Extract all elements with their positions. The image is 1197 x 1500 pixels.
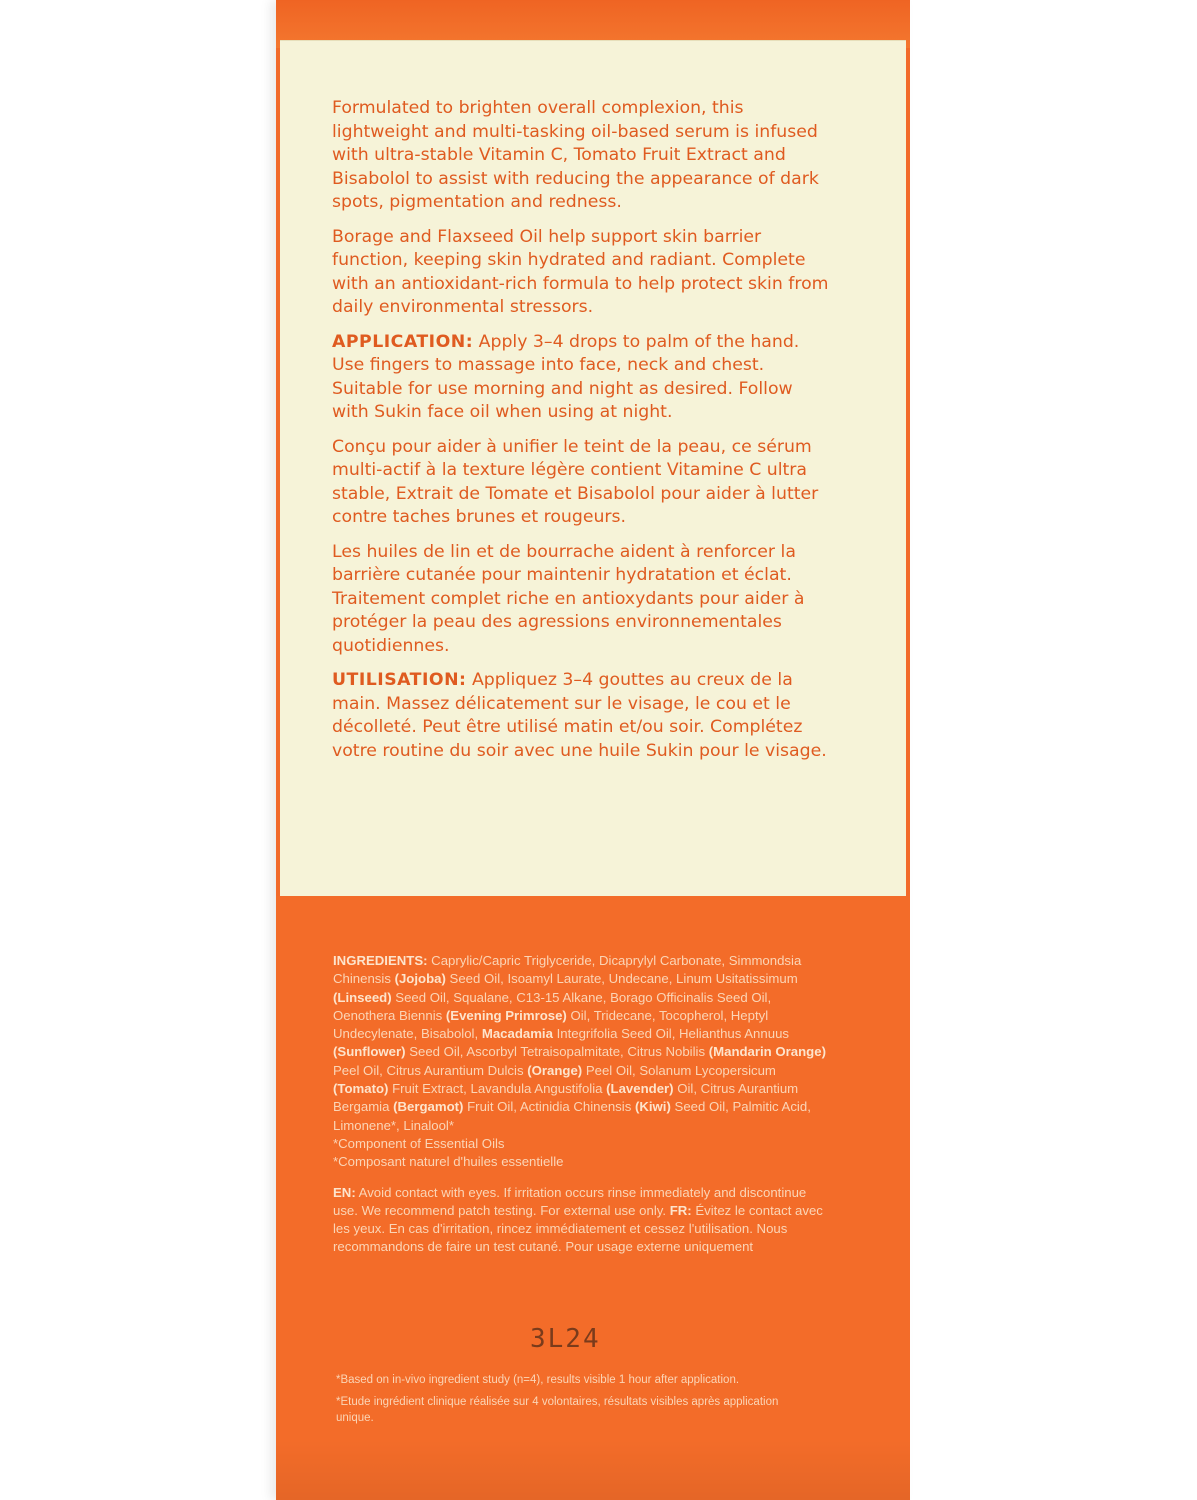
ingredient-text: Oil, Citrus Aurantium Bergamia [333,1081,799,1115]
ingredient-highlight: (Orange) [527,1062,583,1078]
ingredient-highlight: (Mandarin Orange) [708,1044,826,1060]
ingredient-highlight: Macadamia [481,1026,553,1042]
utilisation-label: UTILISATION: [332,670,467,690]
note-2: *Etude ingrédient clinique réalisée sur 4 volontaires, résultats visibles après application unique. [336,1396,779,1424]
lot-code: 3L24 [530,1324,601,1354]
utilisation-paragraph [332,669,832,763]
utilisation-text: Appliquez 3–4 gouttes au creux de la main. Massez délicatement sur le visage, le cou et le décolleté. Peut être utilisé matin et/ou soir. Complétez votre routine du soir avec une huile Sukin pour le visage. [332,670,827,761]
application-paragraph [332,331,832,425]
footnote-en: *Component of Essential Oils [333,1135,505,1151]
ingredient-text: Seed Oil, Palmitic Acid, Limonene*, Linalool* [333,1099,811,1133]
ingredient-text: Seed Oil, Isoamyl Laurate, Undecane, Linum Usitatissimum [445,971,798,987]
footnote-fr: *Composant naturel d'huiles essentielle [333,1154,564,1170]
ingredients-block [333,952,833,1269]
warning-text [333,1184,833,1257]
ingredient-text: Fruit Oil, Actinidia Chinensis [463,1099,635,1115]
ingredient-highlight: (Lavender) [606,1081,674,1097]
description-text [332,97,832,774]
ingredient-highlight: (Evening Primrose) [445,1007,567,1023]
ingredient-text: Seed Oil, Ascorbyl Tetraisopalmitate, Citrus Nobilis [405,1044,709,1060]
ingredients-panel [276,896,910,1500]
english-paragraph-2: Borage and Flaxseed Oil help support skin barrier function, keeping skin hydrated and radiant. Complete with an antioxidant-rich formula to help protect skin from daily environmental stressors. [332,226,829,317]
study-notes [336,1372,816,1432]
ingredient-text: Oil, Tridecane, Tocopherol, Heptyl Undecylenate, Bisabolol, [333,1007,769,1042]
ingredient-text: Fruit Extract, Lavandula Angustifolia [388,1081,607,1097]
warning-fr-label: FR: [669,1202,692,1218]
ingredient-highlight: (Kiwi) [634,1099,671,1115]
english-paragraph-1: Formulated to brighten overall complexion, this lightweight and multi-tasking oil-based serum is infused with ultra-stable Vitamin C, Tomato Fruit Extract and Bisabolol to assist with reducing the appearance of dark spots, pigmentation and redness. [332,98,819,212]
ingredient-highlight: (Sunflower) [333,1044,406,1060]
ingredient-highlight: (Bergamot) [393,1099,464,1115]
warning-fr-text: Évitez le contact avec les yeux. En cas d'irritation, rincez immédiatement et cessez l'utilisation. Nous recommandons de faire un test cutané. Pour usage externe uniquement [333,1202,823,1255]
ingredient-text: Peel Oil, Solanum Lycopersicum [582,1062,776,1078]
ingredients-list [333,952,833,1172]
bottom-shade [276,1440,910,1500]
ingredients-segments [333,953,826,1133]
application-label: APPLICATION: [332,331,474,352]
warning-en-label: EN: [333,1184,356,1200]
ingredient-text: Seed Oil, Squalane, C13-15 Alkane, Borago Officinalis Seed Oil, Oenothera Biennis [333,989,772,1023]
ingredient-text: Integrifolia Seed Oil, Helianthus Annuus [552,1026,789,1042]
ingredient-text: Caprylic/Capric Triglyceride, Dicaprylyl Carbonate, Simmondsia Chinensis [333,953,802,987]
ingredient-highlight: (Tomato) [333,1081,389,1097]
application-text: Apply 3–4 drops to palm of the hand. Use fingers to massage into face, neck and chest. Suitable for use morning and night as desired. Follow with Sukin face oil when using at night. [332,331,800,422]
warning-en-text: Avoid contact with eyes. If irritation occurs rinse immediately and discontinue use. We recommend patch testing. For external use only. [333,1184,807,1218]
note-1: *Based on in-vivo ingredient study (n=4), results visible 1 hour after application. [336,1374,740,1386]
ingredient-highlight: (Jojoba) [394,971,446,987]
description-panel [280,40,906,897]
product-box-back [276,0,910,1500]
ingredient-highlight: (Linseed) [333,989,392,1005]
ingredients-label: INGREDIENTS: [333,953,428,968]
french-paragraph-1: Conçu pour aider à unifier le teint de la peau, ce sérum multi-actif à la texture légère contient Vitamine C ultra stable, Extrait de Tomate et Bisabolol pour aider à lutter contre taches brunes et rougeurs. [332,436,819,527]
ingredient-text: Peel Oil, Citrus Aurantium Dulcis [333,1062,528,1078]
french-paragraph-2: Les huiles de lin et de bourrache aident à renforcer la barrière cutanée pour maintenir hydratation et éclat. Traitement complet riche en antioxydants pour aider à protéger la peau des agressions environnementales quotidiennes. [332,541,805,656]
